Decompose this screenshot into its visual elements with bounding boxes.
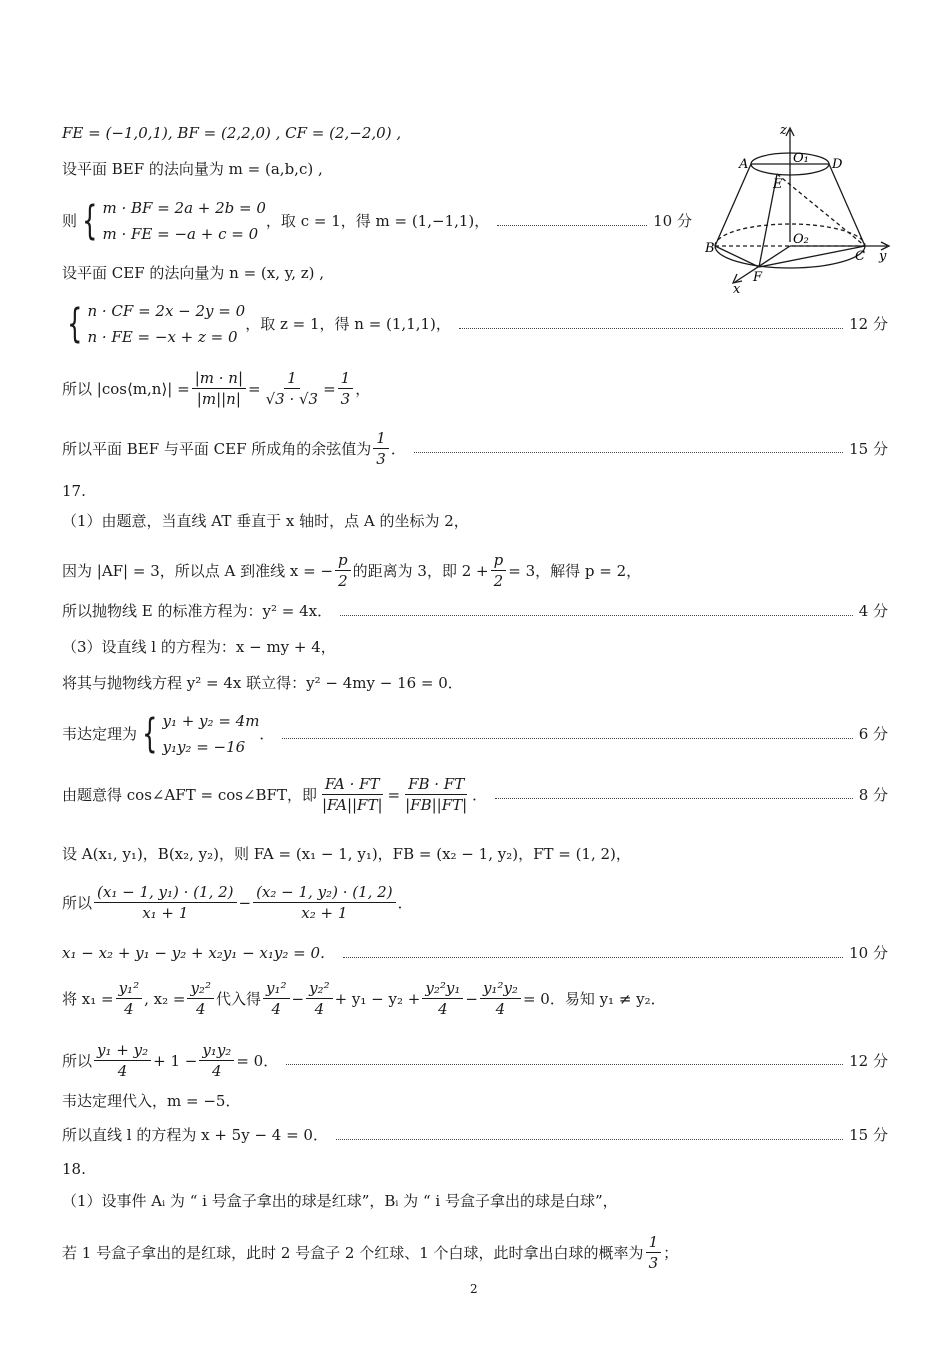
fraction-numerator: p <box>335 550 351 571</box>
cosine-prefix: 所以 |cos⟨m,n⟩| = <box>62 379 190 398</box>
q18-event-definition: （1）设事件 Aᵢ 为 “ i 号盒子拿出的球是红球”，Bᵢ 为 “ i 号盒子拿出的球是白球”， <box>62 1192 618 1210</box>
dotted-leader <box>286 1064 843 1065</box>
fraction-denominator: 3 <box>376 450 386 468</box>
substitution-text-d: − <box>291 989 305 1008</box>
vieta-prefix: 韦达定理为 <box>62 725 138 743</box>
line-l-equation: （3）设直线 l 的方程为：x − my + 4， <box>62 638 336 656</box>
fraction-denominator: 4 <box>117 1062 128 1080</box>
vieta-sub-post: = 0． <box>236 1051 279 1070</box>
fraction-denominator: |FB||FT| <box>405 796 468 814</box>
directrix-text-a: 因为 |AF| = 3，所以点 A 到准线 x = − <box>62 561 334 580</box>
slant-DC <box>829 164 865 246</box>
score-6: 6 分 <box>858 725 888 743</box>
vieta-system <box>137 708 259 760</box>
fraction-numerator: y₁² <box>116 978 143 999</box>
system-n <box>62 298 245 350</box>
fraction-denominator: x₂ + 1 <box>301 904 348 922</box>
segment-BF <box>715 246 759 267</box>
fraction-denominator: 4 <box>195 1000 206 1018</box>
label-E: E <box>773 177 783 192</box>
fraction-denominator: 2 <box>338 572 348 590</box>
sub-fraction-3 <box>263 978 290 1019</box>
label-B: B <box>705 241 715 256</box>
fraction-numerator: |m · n| <box>192 368 246 389</box>
parabola-equation-text: 所以抛物线 E 的标准方程为：y² = 4x． <box>62 602 333 620</box>
slant-AB <box>715 164 751 246</box>
fraction-denominator: 4 <box>271 1000 282 1018</box>
substitution-text-g: = 0．易知 y₁ ≠ y₂． <box>522 989 666 1008</box>
q18-probability-post: ； <box>663 1243 679 1262</box>
question-18-number: 18. <box>62 1160 86 1178</box>
dotted-leader <box>340 615 853 616</box>
system-m-eq2: m · FE = −a + c = 0 <box>102 225 259 243</box>
vieta-sub-prefix: 所以 <box>62 1051 93 1070</box>
frustum-figure <box>705 122 895 294</box>
score-4: 4 分 <box>858 602 888 620</box>
minus-sign: − <box>238 893 252 912</box>
fraction-numerator: 1 <box>646 1232 662 1253</box>
fraction-numerator: (x₁ − 1, y₁) · (1, 2) <box>94 882 236 903</box>
system-n-eq2: n · FE = −x + z = 0 <box>87 328 238 346</box>
system-m <box>77 195 266 247</box>
simplified-equation-line <box>62 942 888 964</box>
coordinates-line: 设 A(x₁, y₁)，B(x₂, y₂)，则 FA = (x₁ − 1, y₁)，FB = (x₂ − 1, y₂)，FT = (1, 2)， <box>62 845 631 863</box>
vieta-eq1: y₁ + y₂ = 4m <box>162 712 260 730</box>
dotted-leader <box>459 328 843 329</box>
dot-fraction-1 <box>94 882 236 923</box>
brace-icon: { <box>67 301 83 347</box>
dotted-leader <box>282 738 852 739</box>
page-number: 2 <box>470 1282 478 1296</box>
fraction-denominator: 3 <box>648 1254 659 1272</box>
fraction-denominator: |m||n| <box>196 390 241 408</box>
vector-line-1: FE = (−1,0,1), BF = (2,2,0) , CF = (2,−2,0) , <box>62 124 402 142</box>
substitution-text-e: + y₁ − y₂ + <box>334 989 421 1008</box>
system-m-result: ，取 c = 1，得 m = (1,−1,1)， <box>265 212 490 230</box>
substitution-text-c: 代入得 <box>215 989 261 1008</box>
m-value-line: 韦达定理代入，m = −5． <box>62 1092 241 1110</box>
label-O1: O₁ <box>793 151 809 166</box>
q18-probability-fraction <box>646 1232 662 1273</box>
vieta-eq2: y₁y₂ = −16 <box>162 738 246 756</box>
q17-directrix-line <box>62 550 641 591</box>
substitution-text-a: 将 x₁ = <box>62 989 114 1008</box>
sub-fraction-5 <box>422 978 463 1019</box>
sub-fraction-1 <box>116 978 143 1019</box>
sub-fraction-4 <box>306 978 333 1019</box>
fraction-denominator: 4 <box>212 1062 222 1080</box>
label-O2: O₂ <box>793 232 809 247</box>
system-n-line <box>62 298 888 350</box>
fraction-numerator: (x₂ − 1, y₂) · (1, 2) <box>253 882 395 903</box>
fraction-denominator: 4 <box>124 1000 134 1018</box>
brace-icon: { <box>142 711 158 757</box>
line-l-final-line <box>62 1124 888 1146</box>
fraction-numerator: y₂² <box>187 978 214 999</box>
system-m-line <box>62 195 692 247</box>
system-m-eq1: m · BF = 2a + 2b = 0 <box>102 199 266 217</box>
cosine-fraction-3 <box>338 368 354 409</box>
dotted-leader <box>497 225 647 226</box>
dot-fraction-2 <box>253 882 395 923</box>
fraction-numerator: y₁y₂ <box>199 1040 234 1061</box>
fraction-numerator: y₁ + y₂ <box>94 1040 151 1061</box>
dot-product-prefix: 所以 <box>62 893 93 912</box>
label-A: A <box>739 157 749 172</box>
system-m-prefix: 则 <box>62 212 78 230</box>
dot-product-line: 所以 $\frac{\text{(x₁ − 1, y₁) · (1, 2)}}{\text{x₁ + 1}}$ − $\frac{\text{(x₂ − 1, y₂) · (1, 2)}}{\text{x₂ + 1}}$ ． <box>62 883 413 922</box>
label-F: F <box>753 270 763 285</box>
vieta-sub-fraction-1 <box>94 1040 151 1081</box>
angle-equality-line: 由题意得 cos∠AFT = cos∠BFT，即 $\frac{FA \cdot FT}{|FA||FT|}$ = $\frac{FB \cdot FT}{|FB||FT|}$ ． 8 分 <box>62 775 888 814</box>
angle-fraction-2 <box>402 774 470 815</box>
q18-probability-text: 若 1 号盒子拿出的是红球，此时 2 号盒子 2 个红球、1 个白球，此时拿出白球的概率为 <box>62 1243 644 1262</box>
fraction-numerator: FA · FT <box>322 774 383 795</box>
fraction-numerator: 1 <box>338 368 354 389</box>
vieta-substitution-line <box>62 1040 888 1081</box>
directrix-text-c: = 3，解得 p = 2， <box>508 561 642 580</box>
angle-fraction-1 <box>319 774 386 815</box>
system-n-result: ，取 z = 1，得 n = (1,1,1)， <box>245 315 451 333</box>
p-over-2-fraction-2 <box>491 550 507 591</box>
q17-part1-intro: （1）由题意，当直线 AT 垂直于 x 轴时，点 A 的坐标为 2， <box>62 512 469 530</box>
fraction-denominator: √3 · √3 <box>265 390 319 408</box>
angle-equality-prefix: 由题意得 cos∠AFT = cos∠BFT，即 <box>62 785 317 804</box>
fraction-numerator: p <box>491 550 507 571</box>
label-D: D <box>832 157 843 172</box>
sub-fraction-6 <box>480 978 521 1019</box>
label-y: y <box>879 249 887 264</box>
score-12-b: 12 分 <box>849 1051 888 1070</box>
fraction-numerator: y₁² <box>263 978 290 999</box>
substitution-line <box>62 978 666 1019</box>
fraction-denominator: 2 <box>493 572 504 590</box>
label-C: C <box>855 249 865 264</box>
fraction-denominator: 3 <box>340 390 351 408</box>
fraction-numerator: y₂²y₁ <box>422 978 463 999</box>
label-z: z <box>780 123 787 138</box>
score-10-b: 10 分 <box>849 944 888 962</box>
fraction-denominator: |FA||FT| <box>321 796 383 814</box>
fraction-numerator: 1 <box>284 368 300 389</box>
p-over-2-fraction <box>335 550 351 591</box>
score-12-a: 12 分 <box>849 315 888 333</box>
conclusion-cosine-line: 所以平面 BEF 与平面 CEF 所成角的余弦值为 $\frac{1}{3}$ ． 15 分 <box>62 429 888 468</box>
dotted-leader <box>336 1139 843 1140</box>
fraction-denominator: x₁ + 1 <box>142 904 189 922</box>
dotted-leader <box>495 798 853 799</box>
vieta-line: 韦达定理为 { y₁ + y₂ = 4m y₁y₂ = −16 ． 6 分 <box>62 708 888 760</box>
score-15-a: 15 分 <box>849 439 888 458</box>
fraction-denominator: 4 <box>438 1000 448 1018</box>
cosine-fraction-2 <box>263 368 322 409</box>
directrix-text-b: 的距离为 3，即 2 + <box>352 561 489 580</box>
parabola-equation-line <box>62 600 888 622</box>
conclusion-cosine-text: 所以平面 BEF 与平面 CEF 所成角的余弦值为 <box>62 439 372 458</box>
combined-equation: 将其与抛物线方程 y² = 4x 联立得：y² − 4my − 16 = 0． <box>62 674 463 692</box>
normal-vector-n-intro: 设平面 CEF 的法向量为 n = (x, y, z) , <box>62 264 325 282</box>
system-n-eq1: n · CF = 2x − 2y = 0 <box>87 302 246 320</box>
conclusion-fraction <box>373 428 389 469</box>
cosine-line: 所以 |cos⟨m,n⟩| = $\frac{|m \cdot n|}{|m||n|}$ = $\frac{1}{√3 \cdot √3}$ = $\frac{1}{3}$ ， <box>62 369 371 408</box>
question-17-number: 17. <box>62 482 86 500</box>
simplified-equation: x₁ − x₂ + y₁ − y₂ + x₂y₁ − x₁y₂ = 0． <box>62 944 336 962</box>
dotted-leader <box>414 452 843 453</box>
score-8: 8 分 <box>858 785 888 804</box>
normal-vector-m-intro: 设平面 BEF 的法向量为 m = (a,b,c) , <box>62 160 323 178</box>
cosine-fraction-1 <box>192 368 246 409</box>
score-10-a: 10 分 <box>653 212 692 230</box>
substitution-text-b: , x₂ = <box>144 989 186 1008</box>
q18-probability-line <box>62 1232 678 1273</box>
substitution-text-f: − <box>465 989 478 1008</box>
fraction-numerator: 1 <box>373 428 389 449</box>
fraction-denominator: 4 <box>314 1000 325 1018</box>
vieta-sub-fraction-2 <box>199 1040 234 1081</box>
dotted-leader <box>343 957 843 958</box>
sub-fraction-2 <box>187 978 214 1019</box>
fraction-denominator: 4 <box>495 1000 506 1018</box>
vieta-sub-mid: + 1 − <box>153 1051 198 1070</box>
fraction-numerator: y₂² <box>306 978 333 999</box>
fraction-numerator: FB · FT <box>405 774 467 795</box>
score-15-b: 15 分 <box>849 1126 888 1144</box>
label-x: x <box>733 282 741 294</box>
line-l-final: 所以直线 l 的方程为 x + 5y − 4 = 0． <box>62 1126 328 1144</box>
fraction-numerator: y₁²y₂ <box>480 978 521 999</box>
brace-icon: { <box>82 198 98 244</box>
